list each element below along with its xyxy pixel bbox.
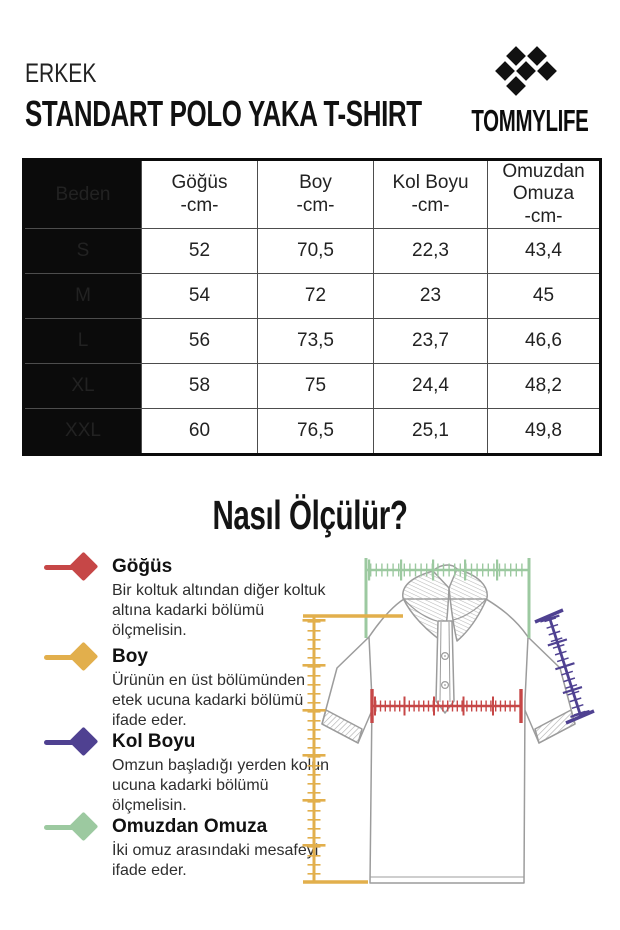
table-cell: 58 xyxy=(142,364,258,409)
table-cell: 75 xyxy=(258,364,374,409)
table-header-row xyxy=(24,160,601,229)
brand-diamonds-icon xyxy=(485,48,561,98)
table-row xyxy=(24,319,601,364)
table-cell: 23 xyxy=(374,274,488,319)
table-cell: 25,1 xyxy=(374,409,488,455)
table-cell: 60 xyxy=(142,409,258,455)
polo-shirt-illustration xyxy=(322,565,575,883)
diamond-icon xyxy=(506,76,526,96)
diamond-icon xyxy=(495,61,515,81)
product-title: STANDART POLO YAKA T-SHIRT xyxy=(25,93,422,134)
category-label: ERKEK xyxy=(25,58,97,88)
diamond-icon xyxy=(69,642,99,672)
diamond-icon xyxy=(537,61,557,81)
table-row xyxy=(24,274,601,319)
table-cell: 24,4 xyxy=(374,364,488,409)
column-header: Boy -cm- xyxy=(258,160,374,229)
corner-header: Beden xyxy=(24,160,142,229)
brand-logo xyxy=(445,48,600,139)
legend-description: Ürünün en üst bölümünden etek ucuna kadarki bölümü ifade eder. xyxy=(112,672,306,729)
table-cell: 70,5 xyxy=(258,229,374,274)
legend-name: Boy xyxy=(112,646,148,667)
table-cell: 72 xyxy=(258,274,374,319)
legend-item-kol-boyu xyxy=(20,731,330,816)
size-label: L xyxy=(24,319,142,364)
legend-description: Bir koltuk altından diğer koltuk altına kadarki bölümü ölçmelisin. xyxy=(112,582,326,639)
shoulder-marker-icon xyxy=(44,816,108,838)
length-marker-icon xyxy=(44,646,108,668)
table-cell: 52 xyxy=(142,229,258,274)
size-label: XXL xyxy=(24,409,142,455)
brand-name: TOMMYLIFE xyxy=(471,103,589,138)
table-cell: 76,5 xyxy=(258,409,374,455)
chest-marker-icon xyxy=(44,556,108,578)
measurement-diagram xyxy=(300,545,620,930)
column-header: Kol Boyu -cm- xyxy=(374,160,488,229)
legend-item-omuzdan-omuza xyxy=(20,816,319,881)
size-label: XL xyxy=(24,364,142,409)
table-cell: 54 xyxy=(142,274,258,319)
legend-description: İki omuz arasındaki mesafeyi ifade eder. xyxy=(112,842,319,879)
table-cell: 73,5 xyxy=(258,319,374,364)
diamond-icon xyxy=(69,812,99,842)
table-row xyxy=(24,409,601,455)
size-label: S xyxy=(24,229,142,274)
legend-item-gogus xyxy=(20,556,326,641)
table-cell: 22,3 xyxy=(374,229,488,274)
diamond-icon xyxy=(69,552,99,582)
section-title: Nasıl Ölçülür? xyxy=(212,492,408,538)
table-cell: 43,4 xyxy=(488,229,601,274)
diamond-icon xyxy=(69,727,99,757)
table-cell: 49,8 xyxy=(488,409,601,455)
table-cell: 45 xyxy=(488,274,601,319)
table-row xyxy=(24,364,601,409)
legend-item-boy xyxy=(20,646,310,731)
table-cell: 46,6 xyxy=(488,319,601,364)
size-label: M xyxy=(24,274,142,319)
column-header: Omuzdan Omuza -cm- xyxy=(488,160,601,229)
legend-description: Omzun başladığı yerden kolun ucuna kadarki bölümü ölçmelisin. xyxy=(112,757,330,814)
sleeve-marker-icon xyxy=(44,731,108,753)
legend-name: Omuzdan Omuza xyxy=(112,816,268,837)
table-cell: 48,2 xyxy=(488,364,601,409)
table-cell: 56 xyxy=(142,319,258,364)
legend-name: Kol Boyu xyxy=(112,731,196,752)
table-row xyxy=(24,229,601,274)
size-table xyxy=(22,158,602,456)
column-header: Göğüs -cm- xyxy=(142,160,258,229)
legend-name: Göğüs xyxy=(112,556,173,577)
table-cell: 23,7 xyxy=(374,319,488,364)
